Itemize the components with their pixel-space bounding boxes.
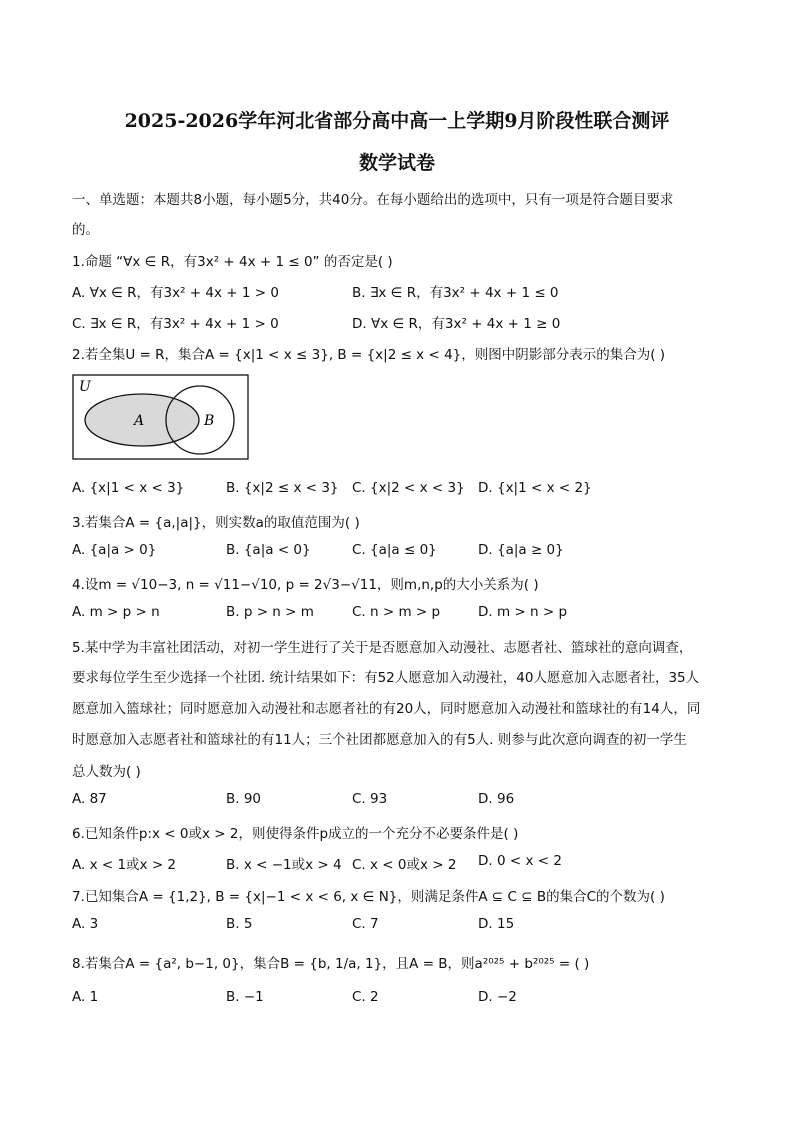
question-8-option-a[interactable]: A. 1 [72,989,99,1005]
question-5-stem-line-5: 总人数为( ) [72,764,141,780]
question-5-option-b[interactable]: B. 90 [226,791,262,807]
question-2-stem: 2.若全集U = R，集合A = {x|1 < x ≤ 3}, B = {x|2 ≤ x < 4}，则图中阴影部分表示的集合为( ) [72,347,666,363]
question-5-stem-line-4: 时愿意加入志愿者社和篮球社的有11人；三个社团都愿意加入的有5人. 则参与此次意向调查的初一学生 [72,732,687,748]
question-1-option-b[interactable]: B. ∃x ∈ R，有3x² + 4x + 1 ≤ 0 [352,285,559,301]
question-3-stem: 3.若集合A = {a,|a|}，则实数a的取值范围为( ) [72,515,360,531]
question-2-option-d[interactable]: D. {x|1 < x < 2} [478,480,592,496]
question-1-option-d[interactable]: D. ∀x ∈ R，有3x² + 4x + 1 ≥ 0 [352,316,561,332]
question-3-option-d[interactable]: D. {a|a ≥ 0} [478,542,564,558]
question-6-option-d[interactable]: D. 0 < x < 2 [478,853,562,869]
question-6-option-b[interactable]: B. x < −1或x > 4 [226,857,342,873]
question-5-stem-line-2: 要求每位学生至少选择一个社团. 统计结果如下：有52人愿意加入动漫社，40人愿意加入志愿者社，35人 [72,670,700,686]
question-4-stem: 4.设m = √10−3, n = √11−√10, p = 2√3−√11，则m,n,p的大小关系为( ) [72,577,539,593]
question-8-option-b[interactable]: B. −1 [226,989,264,1005]
venn-diagram [72,374,250,462]
question-5-option-d[interactable]: D. 96 [478,791,515,807]
question-2-option-a[interactable]: A. {x|1 < x < 3} [72,480,185,496]
question-5-option-c[interactable]: C. 93 [352,791,388,807]
venn-label-b: B [204,413,215,429]
question-1-option-c[interactable]: C. ∃x ∈ R，有3x² + 4x + 1 > 0 [72,316,279,332]
question-2-option-c[interactable]: C. {x|2 < x < 3} [352,480,465,496]
question-4-option-d[interactable]: D. m > n > p [478,604,568,620]
venn-label-a: A [134,413,145,429]
question-8-option-c[interactable]: C. 2 [352,989,379,1005]
question-6-option-c[interactable]: C. x < 0或x > 2 [352,857,457,873]
question-4-option-b[interactable]: B. p > n > m [226,604,314,620]
question-3-option-c[interactable]: C. {a|a ≤ 0} [352,542,437,558]
question-7-option-a[interactable]: A. 3 [72,916,99,932]
question-5-stem-line-1: 5.某中学为丰富社团活动，对初一学生进行了关于是否愿意加入动漫社、志愿者社、篮球社的意向调查， [72,640,693,656]
question-1-stem: 1.命题 “∀x ∈ R，有3x² + 4x + 1 ≤ 0” 的否定是( ) [72,254,393,270]
exam-subtitle: 数学试卷 [358,152,435,174]
question-8-option-d[interactable]: D. −2 [478,989,517,1005]
question-2-option-b[interactable]: B. {x|2 ≤ x < 3} [226,480,339,496]
question-6-stem: 6.已知条件p:x < 0或x > 2，则使得条件p成立的一个充分不必要条件是( ) [72,826,519,842]
question-3-option-b[interactable]: B. {a|a < 0} [226,542,311,558]
question-4-option-c[interactable]: C. n > m > p [352,604,441,620]
question-5-stem-line-3: 愿意加入篮球社；同时愿意加入动漫社和志愿者社的有20人，同时愿意加入动漫社和篮球社的有14人，同 [72,701,701,717]
question-7-stem: 7.已知集合A = {1,2}, B = {x|−1 < x < 6, x ∈ N}，则满足条件A ⊆ C ⊆ B的集合C的个数为( ) [72,889,665,905]
section-instructions-line-1: 一、单选题：本题共8小题，每小题5分，共40分。在每小题给出的选项中，只有一项是符合题目要求 [72,192,674,208]
question-7-option-c[interactable]: C. 7 [352,916,379,932]
question-3-option-a[interactable]: A. {a|a > 0} [72,542,157,558]
exam-title: 2025-2026学年河北省部分高中高一上学期9月阶段性联合测评 [124,110,670,132]
question-8-stem: 8.若集合A = {a², b−1, 0}，集合B = {b, 1/a, 1}，且A = B，则a²⁰²⁵ + b²⁰²⁵ = ( ) [72,956,590,972]
question-5-option-a[interactable]: A. 87 [72,791,107,807]
question-4-option-a[interactable]: A. m > p > n [72,604,160,620]
question-1-option-a[interactable]: A. ∀x ∈ R，有3x² + 4x + 1 > 0 [72,285,279,301]
section-instructions-line-2: 的。 [72,222,99,238]
question-7-option-d[interactable]: D. 15 [478,916,515,932]
question-7-option-b[interactable]: B. 5 [226,916,253,932]
venn-label-u: U [79,379,91,395]
question-6-option-a[interactable]: A. x < 1或x > 2 [72,857,177,873]
